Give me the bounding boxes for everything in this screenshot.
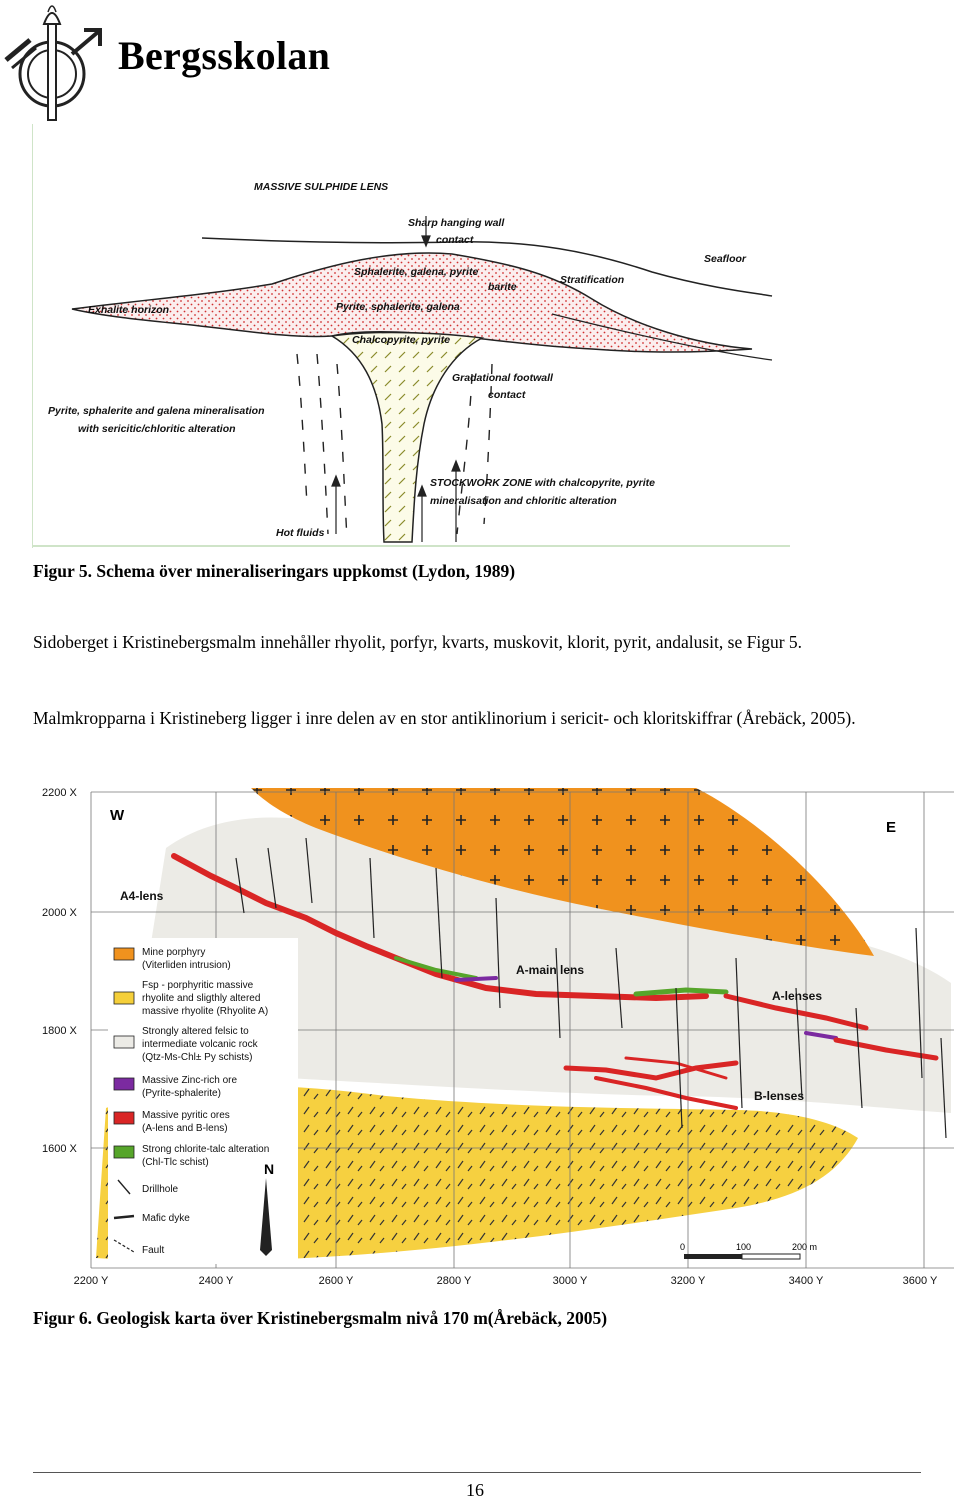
- legend-label: (Chl-Tlc schist): [142, 1157, 209, 1168]
- scale-label: 100: [736, 1242, 752, 1252]
- legend-label: Drillhole: [142, 1184, 179, 1195]
- figure-6-map: [36, 778, 954, 1290]
- footer-divider: [33, 1472, 921, 1473]
- x-tick: 2200 Y: [73, 1275, 109, 1287]
- figure-5-diagram: [32, 124, 790, 548]
- label-sphalerite: Sphalerite, galena, pyrite: [354, 266, 479, 278]
- y-tick: 2200 X: [42, 787, 77, 799]
- x-tick: 2800 Y: [436, 1275, 472, 1287]
- legend-label: Massive Zinc-rich ore: [142, 1075, 238, 1086]
- label-gradational-2: contact: [488, 389, 526, 401]
- y-tick: 2000 X: [42, 907, 77, 919]
- north-label: N: [264, 1161, 275, 1177]
- label-stockwork: STOCKWORK ZONE with chalcopyrite, pyrite: [430, 477, 656, 489]
- paragraph-1: Sidoberget i Kristinebergsmalm innehåller rhyolit, porfyr, kvarts, muskovit, klorit, pyrit, andalusit, se Figur 5.: [33, 632, 803, 652]
- x-tick: 3400 Y: [788, 1275, 824, 1287]
- legend-label: massive rhyolite (Rhyolite A): [142, 1006, 269, 1017]
- x-tick: 2400 Y: [198, 1275, 234, 1287]
- x-tick: 2600 Y: [318, 1275, 354, 1287]
- label-pyrite-mineralisation: Pyrite, sphalerite and galena mineralisation: [48, 405, 265, 417]
- legend-label: (A-lens and B-lens): [142, 1123, 228, 1134]
- legend-label: (Pyrite-sphalerite): [142, 1088, 221, 1099]
- paragraph-2: Malmkropparna i Kristineberg ligger i inre delen av en stor antiklinorium i sericit- och kloritskiffrar (Årebäck, 2005).: [33, 708, 856, 728]
- x-tick: 3000 Y: [552, 1275, 588, 1287]
- west-label: W: [110, 807, 125, 824]
- legend-label: Fault: [142, 1245, 165, 1256]
- label-pyrite-sphalerite: Pyrite, sphalerite, galena: [336, 301, 460, 313]
- label-stockwork-2: mineralisation and chloritic alteration: [430, 495, 617, 507]
- legend-label: Strong chlorite-talc alteration: [142, 1144, 270, 1155]
- legend-label: Mine porphyry: [142, 947, 206, 958]
- y-tick: 1600 X: [42, 1143, 77, 1155]
- label-stratification: Stratification: [560, 274, 625, 286]
- label-pyrite-mineralisation-2: with sericitic/chloritic alteration: [78, 423, 236, 435]
- legend-label: rhyolite and sligthly altered: [142, 993, 261, 1004]
- label-sharp-contact: Sharp hanging wall: [408, 217, 505, 229]
- scale-label: 0: [680, 1242, 686, 1252]
- x-tick: 3600 Y: [902, 1275, 938, 1287]
- label-hot-fluids: Hot fluids: [276, 527, 325, 539]
- label-a-main-lens: A-main lens: [516, 963, 585, 977]
- x-tick: 3200 Y: [670, 1275, 706, 1287]
- label-gradational: Gradational footwall: [452, 372, 553, 384]
- legend-label: Massive pyritic ores: [142, 1110, 230, 1121]
- label-a-lenses: A-lenses: [772, 989, 823, 1003]
- legend-label: (Qtz-Ms-Chl± Py schists): [142, 1052, 253, 1063]
- y-tick: 1800 X: [42, 1025, 77, 1037]
- legend-label: intermediate volcanic rock: [142, 1039, 258, 1050]
- legend-label: (Viterliden intrusion): [142, 960, 231, 971]
- label-exhalite: Exhalite horizon: [88, 304, 170, 316]
- bergsskolan-emblem-icon: [2, 2, 106, 124]
- label-seafloor: Seafloor: [704, 253, 747, 265]
- legend-label: Strongly altered felsic to: [142, 1026, 249, 1037]
- legend-label: Fsp - porphyritic massive: [142, 980, 254, 991]
- label-barite: barite: [488, 281, 517, 293]
- page-number: 16: [466, 1480, 484, 1500]
- label-b-lenses: B-lenses: [754, 1089, 805, 1103]
- label-chalcopyrite: Chalcopyrite, pyrite: [352, 334, 451, 346]
- east-label: E: [886, 819, 897, 836]
- figure-6-caption: Figur 6. Geologisk karta över Kristinebergsmalm nivå 170 m(Årebäck, 2005): [33, 1308, 608, 1328]
- label-a4-lens: A4-lens: [120, 889, 164, 903]
- figure-5-caption: Figur 5. Schema över mineraliseringars uppkomst (Lydon, 1989): [33, 561, 516, 581]
- brand-title: Bergsskolan: [118, 33, 331, 78]
- label-massive-sulphide-lens: MASSIVE SULPHIDE LENS: [254, 181, 389, 193]
- legend-label: Mafic dyke: [142, 1213, 190, 1224]
- label-sharp-contact-2: contact: [436, 234, 474, 246]
- scale-label: 200 m: [792, 1242, 818, 1252]
